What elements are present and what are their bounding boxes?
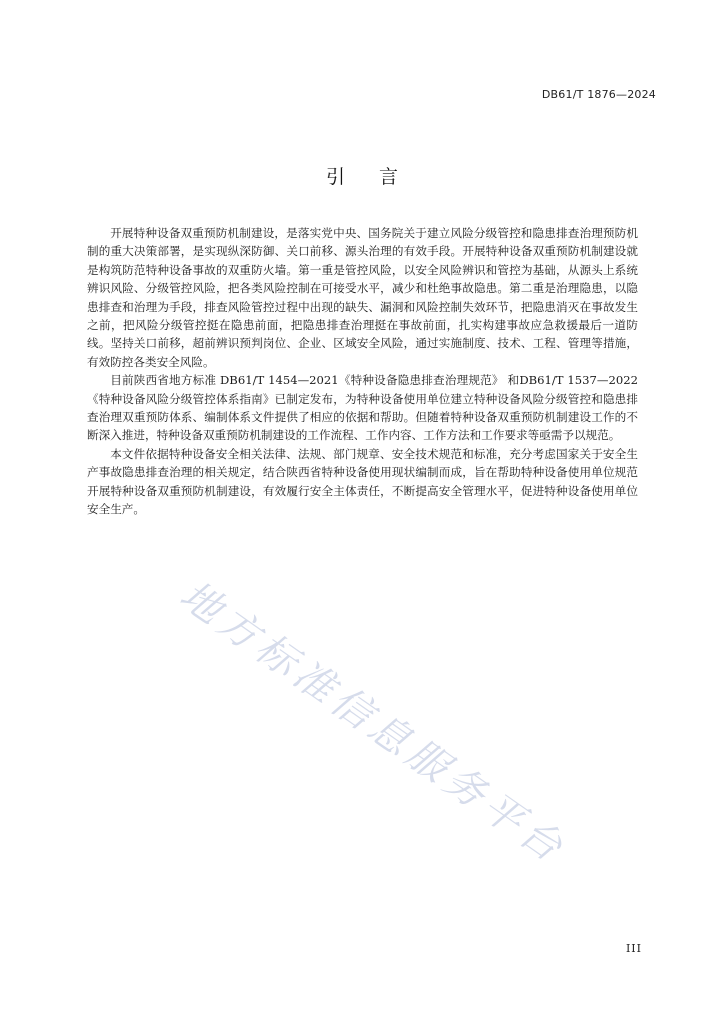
paragraph: 目前陕西省地方标准 DB61/T 1454—2021《特种设备隐患排查治理规范》 和DB61/T 1537—2022《特种设备风险分级管控体系指南》已制定发布，为特种设备使用单位建立特种设备风险分级管控和隐患排查治理双重预防体系、编制体系文件提供了相应的依据和帮助。但随着特种设备双重预防机制建设工作的不断深入推进，特种设备双重预防机制建设的工作流程、工作内容、工作方法和工作要求等亟需予以规范。 xyxy=(87,373,638,443)
paragraph: 本文件依据特种设备安全相关法律、法规、部门规章、安全技术规范和标准，充分考虑国家关于安全生产事故隐患排查治理的相关规定，结合陕西省特种设备使用现状编制而成，旨在帮助特种设备使用单位规范开展特种设备双重预防机制建设，有效履行安全主体责任，不断提高安全管理水平，促进特种设备使用单位安全生产。 xyxy=(87,446,638,517)
page-number: III xyxy=(625,942,642,955)
watermark: 地方标准信息服务平台 xyxy=(171,572,575,874)
page-title: 引言 xyxy=(325,166,432,188)
paragraph: 开展特种设备双重预防机制建设，是落实党中央、国务院关于建立风险分级管控和隐患排查治理预防机制的重大决策部署，是实现纵深防御、关口前移、源头治理的有效手段。开展特种设备双重预防机制建设就是构筑防范特种设备事故的双重防火墙。第一重是管控风险，以安全风险辨识和管控为基础，从源头上系统辨识风险、分级管控风险，把各类风险控制在可接受水平，减少和杜绝事故隐患。第二重是治理隐患，以隐患排查和治理为手段，排查风险管控过程中出现的缺失、漏洞和风险控制失效环节，把隐患消灭在事故发生之前，把风险分级管控挺在隐患前面，把隐患排查治理挺在事故前面，扎实构建事故应急救援最后一道防线。坚持关口前移，超前辨识预判岗位、企业、区域安全风险，通过实施制度、技术、工程、管理等措施，有效防控各类安全风险。 xyxy=(87,226,638,369)
body-text xyxy=(87,224,638,519)
standard-code: DB61/T 1876—2024 xyxy=(541,88,656,101)
